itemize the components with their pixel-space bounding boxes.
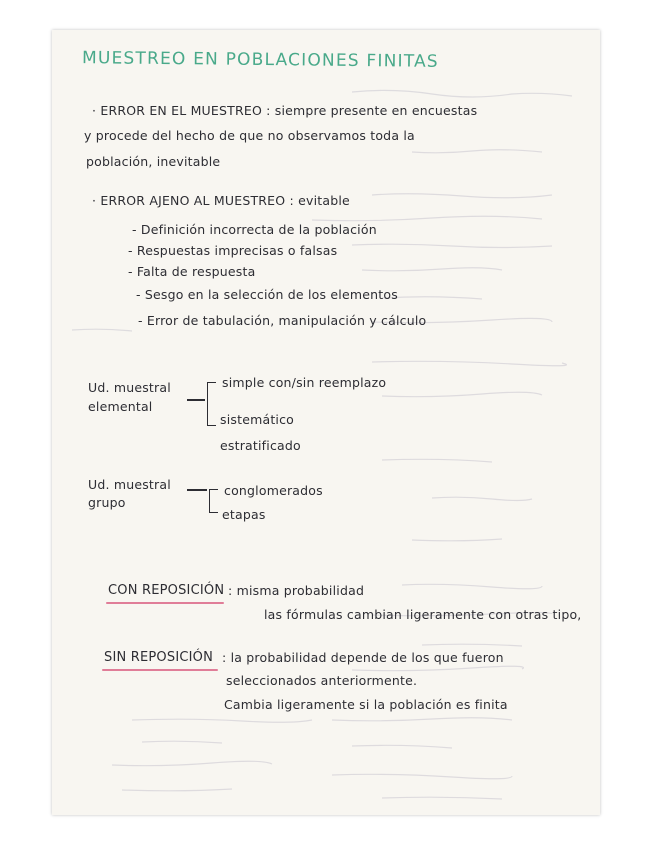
brace bbox=[209, 489, 218, 513]
error-ajeno-item: - Error de tabulación, manipulación y cálculo bbox=[138, 313, 427, 328]
brace bbox=[207, 382, 216, 426]
sin-reposicion-definition-1: : la probabilidad depende de los que fueron bbox=[222, 650, 504, 665]
ud-grupo-branch: conglomerados bbox=[224, 483, 323, 498]
ud-elemental-branch: simple con/sin reemplazo bbox=[222, 375, 387, 390]
pink-underline bbox=[106, 602, 224, 604]
ud-elemental-label-1: Ud. muestral bbox=[88, 380, 171, 395]
con-reposicion-definition-2: las fórmulas cambian ligeramente con otras tipo, bbox=[264, 607, 582, 622]
error-ajeno-item: - Respuestas imprecisas o falsas bbox=[128, 243, 338, 258]
con-reposicion-definition-1: : misma probabilidad bbox=[228, 583, 365, 598]
page-title: MUESTREO EN POBLACIONES FINITAS bbox=[81, 48, 439, 72]
sin-reposicion-definition-3: Cambia ligeramente si la población es finita bbox=[224, 697, 508, 712]
error-muestreo-line-1: · ERROR EN EL MUESTREO : siempre presente en encuestas bbox=[92, 103, 478, 118]
sin-reposicion-definition-2: seleccionados anteriormente. bbox=[226, 673, 418, 688]
connector-line bbox=[187, 489, 207, 491]
ud-grupo-label-2: grupo bbox=[88, 495, 126, 510]
ud-grupo-label-1: Ud. muestral bbox=[88, 477, 171, 492]
ud-elemental-branch: sistemático bbox=[220, 412, 295, 427]
error-muestreo-line-2: y procede del hecho de que no observamos toda la bbox=[84, 128, 415, 143]
ud-grupo-branch: etapas bbox=[222, 507, 266, 522]
error-ajeno-heading: · ERROR AJENO AL MUESTREO : evitable bbox=[92, 193, 350, 208]
error-muestreo-line-3: población, inevitable bbox=[86, 154, 221, 169]
sin-reposicion-term: SIN REPOSICIÓN bbox=[104, 650, 214, 665]
pink-underline bbox=[102, 669, 218, 671]
error-ajeno-item: - Sesgo en la selección de los elementos bbox=[136, 287, 398, 302]
error-ajeno-item: - Definición incorrecta de la población bbox=[132, 222, 377, 237]
ud-elemental-branch: estratificado bbox=[220, 438, 301, 453]
con-reposicion-term: CON REPOSICIÓN bbox=[108, 583, 225, 598]
notebook-page bbox=[52, 30, 600, 815]
connector-line bbox=[187, 399, 205, 401]
ud-elemental-label-2: elemental bbox=[88, 399, 153, 414]
error-ajeno-item: - Falta de respuesta bbox=[128, 264, 256, 279]
